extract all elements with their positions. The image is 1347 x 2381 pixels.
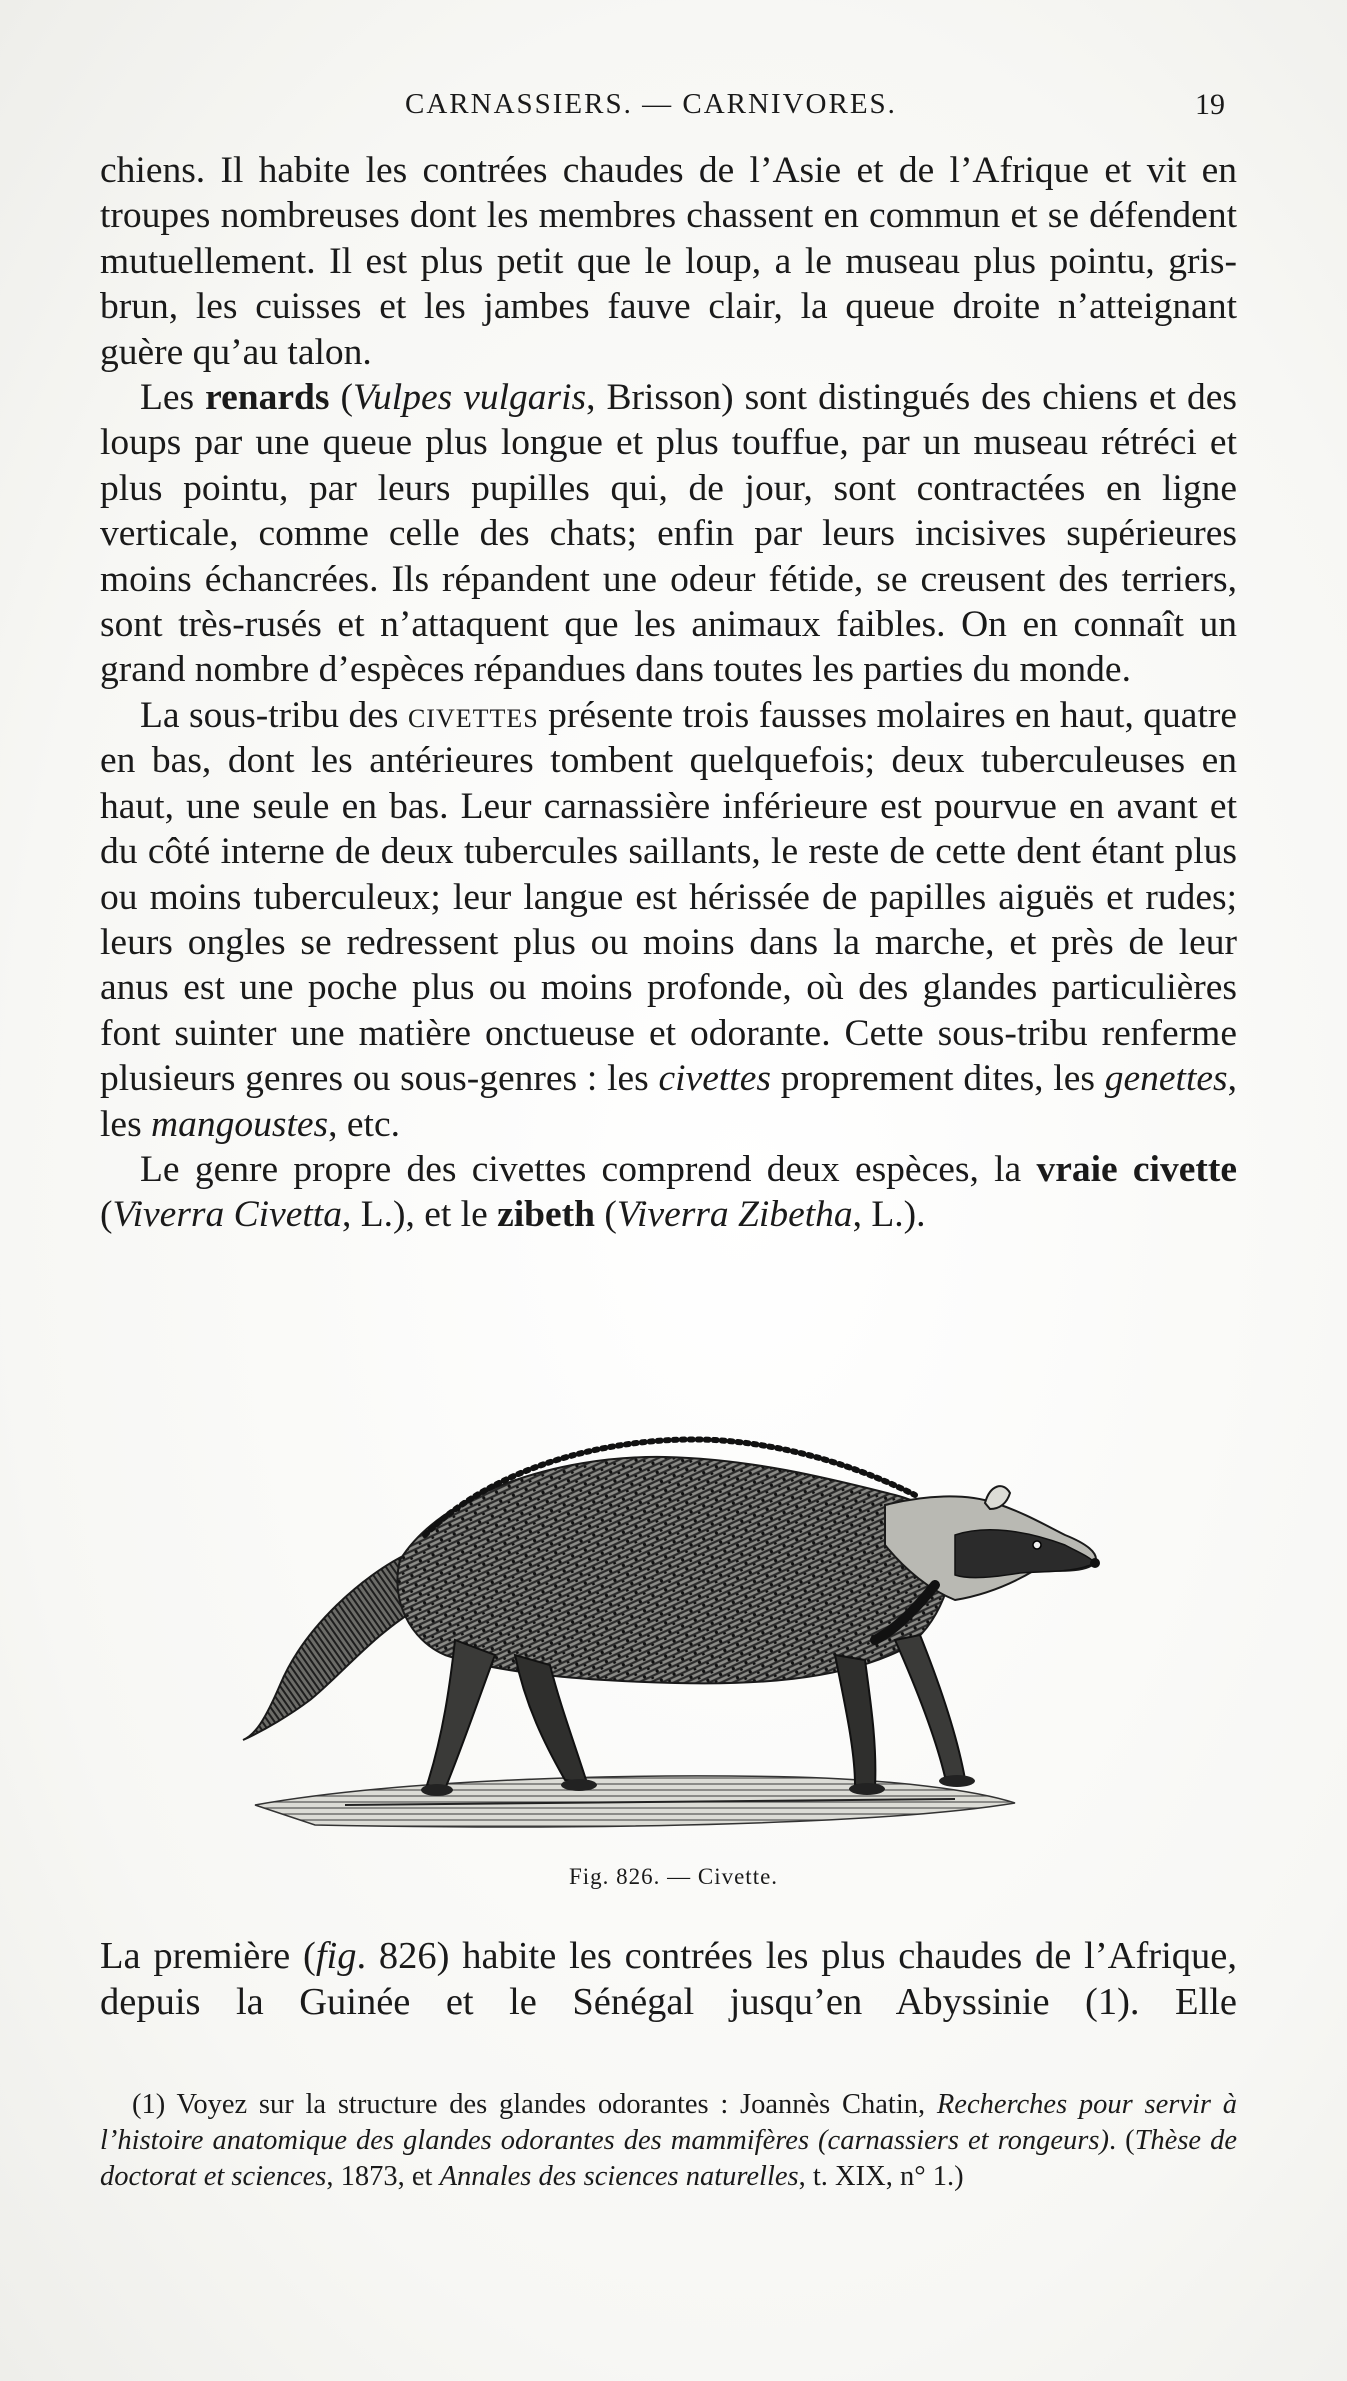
text-run: , etc. [328, 1103, 400, 1145]
text-run: , 1873, et [326, 2161, 440, 2192]
paragraph-civettes [100, 693, 1237, 1147]
civet-engraving [195, 1385, 1145, 1845]
paragraph-renards [100, 375, 1237, 693]
term-vraie-civette: vraie civette [1036, 1148, 1237, 1190]
text-run: La sous-tribu des [140, 694, 408, 736]
text-run: , L.), et le [341, 1194, 498, 1236]
term-renards: renards [205, 377, 330, 419]
journal-title: Annales des sciences naturelles [439, 2161, 799, 2192]
text-run: (1) Voyez sur la structure des glandes odorantes : Joannès Chatin, [132, 2089, 937, 2120]
text-run: ( [329, 377, 353, 419]
footnote [100, 2087, 1237, 2195]
term-civettes: civettes [407, 694, 539, 736]
text-run: , les [100, 1058, 1237, 1145]
latin-name: Vulpes vulgaris [352, 377, 587, 419]
genus-genettes: genettes [1104, 1058, 1228, 1100]
body-text-top [100, 148, 1237, 1238]
page-header [0, 88, 1347, 128]
text-run: Les [140, 377, 206, 419]
cited-title: Recherches pour servir à l’histoire anatomique des glandes odorantes des mammifères (carnassiers et rongeurs) [100, 2089, 1237, 2156]
figure-ref: fig [315, 1935, 357, 1977]
text-run: . 826) habite les contrées les plus chaudes de l’Afrique, depuis la Guinée et le Sénégal jusqu’en Abyssinie (1). Elle [100, 1935, 1238, 2023]
text-run: Le genre propre des civettes comprend deux espèces, la [140, 1148, 1037, 1190]
body-text-bottom [100, 1933, 1237, 2025]
footnote-1 [100, 2087, 1237, 2195]
latin-name: Viverra Civetta [112, 1194, 342, 1236]
running-title: CARNASSIERS. — CARNIVORES. [405, 88, 897, 120]
page-number: 19 [1195, 88, 1225, 121]
text-run: . ( [1108, 2125, 1135, 2156]
paragraph-genre [100, 1147, 1237, 1238]
paragraph-premiere [100, 1933, 1237, 2025]
text-run: ( [595, 1194, 617, 1236]
text-run: , Brisson) sont distingués des chiens et des loups par une queue plus longue et plus touffue, par un museau rétréci et plus pointu, par leurs pupilles qui, de jour, sont contractées en ligne verticale, comme celle des chats; enfin par leurs incisives supérieures moins échancrées. Ils répandent une odeur fétide, se creusent des terriers, sont très-rusés et n’attaquent que les animaux faibles. On en connaît un grand nombre d’espèces répandues dans toutes les parties du monde. [100, 377, 1237, 691]
genus-civettes: civettes [658, 1058, 771, 1100]
figure-caption: Fig. 826. — Civette. [568, 1864, 779, 1889]
text-run: proprement dites, les [770, 1058, 1105, 1100]
text-run: présente trois fausses molaires en haut, quatre en bas, dont les antérieures tombent quelquefois; deux tuberculeuses en haut, une seule en bas. Leur carnassière inférieure est pourvue en avant et du côté interne de deux tubercules saillants, le reste de cette dent étant plus ou moins tuberculeux; leur langue est hérissée de papilles aiguës et rudes; leurs ongles se redressent plus ou moins dans la marche, et près de leur anus est une poche plus ou moins profonde, où des glandes particulières font suinter une matière onctueuse et odorante. Cette sous-tribu renferme plusieurs genres ou sous-genres : les [100, 694, 1238, 1100]
thesis-title: Thèse de doctorat et sciences [100, 2125, 1237, 2192]
paragraph-chiens: chiens. Il habite les contrées chaudes de l’Asie et de l’Afrique et vit en troupes nombreuses dont les membres chassent en commun et se défendent mutuellement. Il est plus petit que le loup, a le museau plus pointu, gris-brun, les cuisses et les jambes fauve clair, la queue droite n’atteignant guère qu’au talon. [100, 150, 1237, 373]
text-run: La première ( [100, 1935, 316, 1977]
term-zibeth: zibeth [497, 1194, 596, 1236]
text-run: , L.). [852, 1194, 926, 1236]
text-run: ( [100, 1194, 113, 1236]
text-run: , t. XIX, n° 1.) [798, 2161, 964, 2192]
latin-name: Viverra Zibetha [616, 1194, 853, 1236]
genus-mangoustes: mangoustes [151, 1103, 329, 1145]
